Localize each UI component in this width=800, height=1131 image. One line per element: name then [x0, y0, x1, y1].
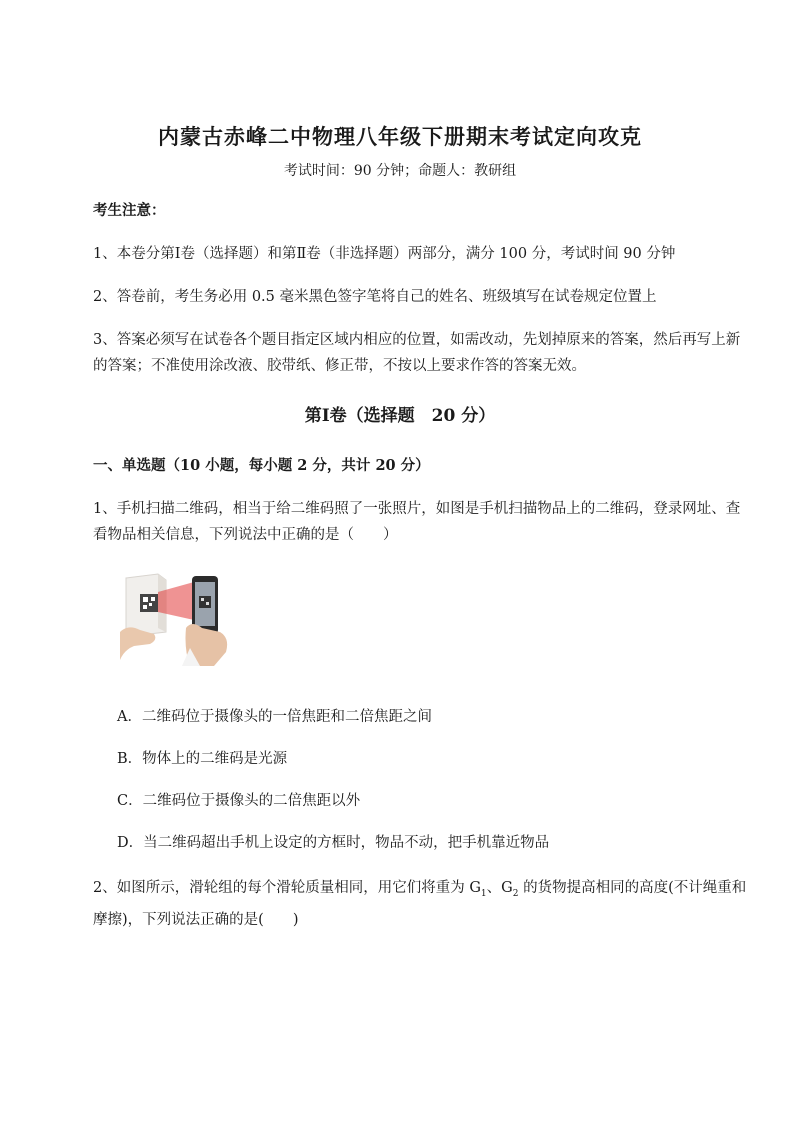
question-1-text: 1、手机扫描二维码，相当于给二维码照了一张照片，如图是手机扫描物品上的二维码，登录网址、查看物品相关信息，下列说法中正确的是（ ）	[93, 501, 741, 543]
section-title: 第Ⅰ卷（选择题 20 分）	[304, 406, 496, 426]
question-2-text-after: 的货物提高相同的高度(不计绳重和摩擦)，下列说法正确的是( )	[93, 880, 747, 928]
subscript-2: 2	[512, 888, 519, 899]
question-2-text-before: 2、如图所示，滑轮组的每个滑轮质量相同，用它们将重为 G	[93, 880, 481, 896]
notice-item-1: 1、本卷分第Ⅰ卷（选择题）和第Ⅱ卷（非选择题）两部分，满分 100 分，考试时间 90 分钟	[93, 246, 676, 262]
option-b: B．物体上的二维码是光源	[117, 751, 288, 767]
option-d: D．当二维码超出手机上设定的方框时，物品不动，把手机靠近物品	[117, 835, 550, 851]
question-2-separator: 、G	[486, 880, 513, 896]
option-c: C．二维码位于摄像头的二倍焦距以外	[117, 793, 361, 809]
notice-item-3: 3、答案必须写在试卷各个题目指定区域内相应的位置，如需改动，先划掉原来的答案，然后再写上新的答案；不准使用涂改液、胶带纸、修正带，不按以上要求作答的答案无效。	[93, 332, 741, 374]
qr-scan-photo	[118, 570, 234, 667]
exam-info: 考试时间：90 分钟；命题人：教研组	[283, 163, 517, 179]
notice-item-2: 2、答卷前，考生务必用 0.5 毫米黑色签字笔将自己的姓名、班级填写在试卷规定位置上	[93, 289, 657, 305]
subscript-1: 1	[480, 888, 487, 899]
page-title: 内蒙古赤峰二中物理八年级下册期末考试定向攻克	[158, 124, 642, 149]
notice-heading: 考生注意：	[93, 202, 166, 219]
part-heading: 一、单选题（10 小题，每小题 2 分，共计 20 分）	[93, 457, 430, 474]
option-a: A．二维码位于摄像头的一倍焦距和二倍焦距之间	[117, 709, 432, 725]
question-2-text	[93, 875, 753, 933]
